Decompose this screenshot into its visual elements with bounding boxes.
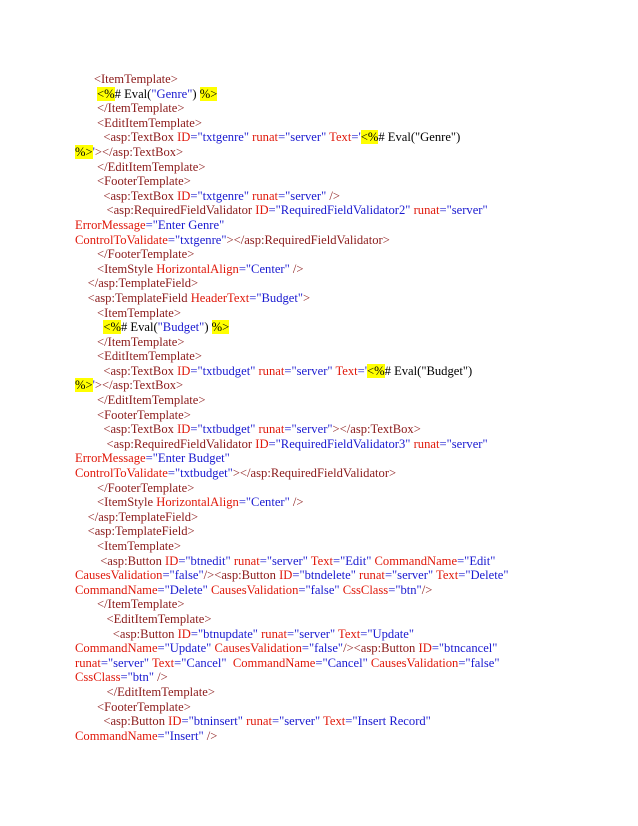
code-token: >: [303, 290, 311, 305]
code-token: runat: [230, 553, 260, 568]
code-token: ="Budget": [249, 290, 304, 305]
code-token: ="btndelete": [292, 568, 356, 583]
highlighted-server-tag: <%: [367, 363, 385, 378]
code-token: ="Insert": [157, 728, 204, 743]
code-line: [75, 291, 555, 306]
code-indent: [75, 597, 97, 611]
code-token: <asp:TemplateField>: [87, 524, 195, 539]
code-token: <asp:TextBox: [103, 130, 178, 145]
code-token: </EditItemTemplate>: [97, 159, 206, 174]
code-token: ></asp:TextBox>: [94, 378, 184, 393]
code-token: /><asp:Button: [343, 641, 419, 656]
code-token: ></asp:TextBox>: [332, 422, 421, 437]
code-line: [75, 174, 555, 189]
code-token: CausesValidation: [207, 582, 299, 597]
code-token: ): [204, 320, 212, 335]
code-token: </asp:TemplateField>: [87, 509, 199, 524]
code-token: Text: [332, 363, 358, 378]
highlighted-server-tag: %>: [75, 378, 93, 393]
code-token: CommandName: [226, 655, 316, 670]
code-token: runat: [249, 188, 279, 203]
code-indent: [75, 174, 97, 188]
code-token: ="btn": [120, 670, 154, 685]
code-token: ControlToValidate: [75, 232, 168, 247]
code-token: <EditItemTemplate>: [97, 115, 202, 130]
code-token: Text: [433, 568, 459, 583]
code-indent: [75, 495, 97, 509]
code-token: ="RequiredFieldValidator3": [268, 436, 411, 451]
code-token: HeaderText: [190, 290, 250, 305]
code-token: ></asp:TextBox>: [94, 144, 184, 159]
code-line: [75, 539, 555, 554]
code-indent: [75, 189, 103, 203]
code-line: [75, 685, 555, 700]
code-token: <ItemStyle: [97, 495, 157, 510]
code-token: CssClass: [339, 582, 389, 597]
code-token: <FooterTemplate>: [97, 699, 191, 714]
code-token: ="server": [439, 203, 488, 218]
code-indent: [75, 714, 103, 728]
code-line: [75, 422, 555, 437]
code-line: [75, 510, 555, 525]
code-indent: [75, 364, 103, 378]
code-token: </ItemTemplate>: [97, 101, 185, 116]
code-token: CausesValidation: [367, 655, 459, 670]
code-token: ID: [168, 714, 182, 729]
code-token: <asp:Button: [112, 626, 178, 641]
code-line: [75, 408, 555, 423]
code-token: <asp:RequiredFieldValidator: [106, 436, 256, 451]
code-token: <EditItemTemplate>: [106, 611, 212, 626]
code-line: [75, 466, 555, 481]
code-token: ="Enter Budget": [145, 451, 230, 466]
code-token: ></asp:RequiredFieldValidator>: [232, 466, 397, 481]
code-line: [75, 335, 555, 350]
code-token: /><asp:Button: [203, 568, 280, 583]
code-indent: [75, 422, 103, 436]
code-token: ="server": [284, 363, 333, 378]
code-token: ="Enter Genre": [145, 217, 225, 232]
code-indent: [75, 160, 97, 174]
highlighted-server-tag: %>: [211, 320, 230, 335]
code-line: [75, 349, 555, 364]
code-token: Text: [335, 626, 361, 641]
highlighted-server-tag: <%: [97, 86, 115, 101]
code-token: runat: [255, 422, 285, 437]
code-token: ="Cancel": [315, 655, 368, 670]
code-token: ="txtbudget": [190, 363, 256, 378]
code-indent: [75, 510, 88, 524]
code-token: "Budget": [157, 320, 205, 335]
code-token: ': [92, 378, 95, 393]
code-token: runat: [257, 626, 287, 641]
code-token: CommandName: [75, 728, 158, 743]
code-line: [75, 320, 555, 335]
highlighted-server-tag: <%: [103, 320, 121, 335]
code-line: [75, 597, 555, 612]
code-token: ="Insert Record": [345, 714, 431, 729]
code-token: </ItemTemplate>: [97, 597, 185, 612]
code-token: # Eval("Budget"): [384, 363, 473, 378]
code-token: ErrorMessage: [75, 451, 146, 466]
code-token: <asp:Button: [100, 553, 166, 568]
code-token: ="btninsert": [181, 714, 243, 729]
code-line: [75, 554, 555, 569]
code-line: [75, 393, 555, 408]
code-token: ="Delete": [157, 582, 208, 597]
code-indent: [75, 437, 106, 451]
code-token: <asp:TextBox: [103, 363, 178, 378]
code-line: [75, 568, 555, 583]
code-token: ="btn": [388, 582, 422, 597]
code-token: <asp:TextBox: [103, 422, 178, 437]
code-line: [75, 656, 555, 671]
highlighted-server-tag: <%: [360, 130, 379, 145]
code-token: ="txtgenre": [167, 232, 227, 247]
code-token: <ItemTemplate>: [97, 305, 182, 320]
code-token: =': [357, 363, 368, 378]
code-token: ="false": [298, 582, 340, 597]
code-token: ="Update": [157, 641, 212, 656]
code-token: runat: [75, 655, 101, 670]
code-line: [75, 495, 555, 510]
code-token: ="server": [271, 714, 321, 729]
code-token: />: [203, 728, 218, 743]
code-indent: [75, 524, 88, 538]
code-indent: [75, 72, 94, 86]
code-line: [75, 160, 555, 175]
code-token: ="server": [278, 130, 327, 145]
code-token: ="txtbudget": [167, 466, 233, 481]
highlighted-server-tag: %>: [75, 144, 93, 159]
code-token: ="server": [100, 655, 150, 670]
code-indent: [75, 685, 106, 699]
code-token: Text: [320, 714, 346, 729]
code-token: />: [421, 582, 433, 597]
code-token: ="Center": [238, 495, 290, 510]
code-token: <asp:RequiredFieldValidator: [106, 203, 256, 218]
code-token: # Eval(: [120, 320, 158, 335]
code-line: [75, 524, 555, 539]
code-token: ID: [177, 626, 191, 641]
code-token: runat: [410, 436, 440, 451]
code-token: Text: [149, 655, 175, 670]
code-token: # Eval("Genre"): [378, 130, 461, 145]
code-token: ="false": [458, 655, 500, 670]
code-indent: [75, 262, 97, 276]
code-line: [75, 641, 555, 656]
code-token: ="server": [284, 422, 333, 437]
code-token: HorizontalAlign: [156, 261, 239, 276]
code-token: runat: [355, 568, 385, 583]
code-token: <asp:TextBox: [103, 188, 178, 203]
code-token: />: [153, 670, 168, 685]
code-token: ="Edit": [333, 553, 372, 568]
code-token: />: [326, 188, 340, 203]
code-token: ID: [177, 188, 191, 203]
code-token: runat: [249, 130, 279, 145]
code-line: [75, 276, 555, 291]
code-indent: [75, 627, 113, 641]
code-token: ): [192, 86, 200, 101]
code-indent: [75, 408, 97, 422]
code-token: runat: [242, 714, 272, 729]
code-indent: [75, 612, 106, 626]
code-line: [75, 233, 555, 248]
code-indent: [75, 101, 97, 115]
code-token: ="Center": [238, 261, 290, 276]
code-line: [75, 451, 555, 466]
code-line: [75, 87, 555, 102]
code-token: ="Update": [360, 626, 415, 641]
code-token: runat: [410, 203, 440, 218]
highlighted-server-tag: %>: [199, 86, 218, 101]
code-line: [75, 218, 555, 233]
code-line: [75, 203, 555, 218]
code-token: # Eval(: [114, 86, 152, 101]
code-indent: [75, 130, 103, 144]
code-token: <asp:Button: [103, 714, 169, 729]
code-token: ="server": [278, 188, 327, 203]
code-token: <ItemTemplate>: [97, 539, 182, 553]
code-token: HorizontalAlign: [156, 495, 239, 510]
code-token: ="txtgenre": [190, 188, 250, 203]
code-line: [75, 583, 555, 598]
code-line: [75, 700, 555, 715]
code-token: ID: [418, 641, 432, 656]
code-token: ="server": [384, 568, 434, 583]
code-token: ControlToValidate: [75, 466, 168, 481]
code-indent: [75, 247, 97, 261]
code-token: "Genre": [151, 86, 193, 101]
code-line: [75, 72, 555, 87]
code-line: [75, 729, 555, 744]
code-line: [75, 378, 555, 393]
code-token: <ItemTemplate>: [93, 72, 178, 86]
code-token: ="server": [286, 626, 336, 641]
code-token: ID: [279, 568, 293, 583]
code-indent: [75, 116, 97, 130]
code-token: ="false": [301, 641, 344, 656]
code-token: ID: [177, 422, 191, 437]
code-indent: [75, 276, 88, 290]
code-indent: [75, 320, 103, 334]
code-line: [75, 101, 555, 116]
code-indent: [75, 700, 97, 714]
code-token: =': [351, 130, 361, 145]
code-token: ="btnedit": [178, 553, 231, 568]
code-token: ="Edit": [457, 553, 496, 568]
code-line: [75, 116, 555, 131]
code-token: ></asp:RequiredFieldValidator>: [226, 232, 390, 247]
code-line: [75, 189, 555, 204]
code-line: [75, 627, 555, 642]
code-token: ="txtgenre": [190, 130, 250, 145]
code-token: ErrorMessage: [75, 217, 146, 232]
code-line: [75, 306, 555, 321]
code-token: ="Cancel": [174, 655, 227, 670]
code-indent: [75, 87, 97, 101]
code-token: </FooterTemplate>: [97, 247, 195, 262]
code-token: </EditItemTemplate>: [106, 684, 215, 699]
code-token: </EditItemTemplate>: [97, 393, 206, 408]
code-token: ="btnupdate": [190, 626, 258, 641]
code-token: <FooterTemplate>: [97, 407, 191, 422]
code-token: ="false": [162, 568, 204, 583]
code-indent: [75, 349, 97, 363]
code-token: </ItemTemplate>: [97, 334, 185, 349]
code-token: />: [289, 261, 304, 276]
code-token: ID: [255, 436, 269, 451]
code-token: ="RequiredFieldValidator2": [268, 203, 411, 218]
code-line: [75, 130, 555, 145]
code-indent: [75, 539, 97, 553]
code-token: Text: [307, 553, 333, 568]
code-token: CssClass: [75, 670, 121, 685]
code-line: [75, 437, 555, 452]
code-listing: [75, 72, 555, 743]
code-token: ="btncancel": [431, 641, 498, 656]
code-token: ="Delete": [458, 568, 509, 583]
code-token: ID: [165, 553, 179, 568]
code-line: [75, 145, 555, 160]
code-line: [75, 364, 555, 379]
code-token: <ItemStyle: [97, 261, 157, 276]
code-token: CausesValidation: [75, 568, 163, 583]
code-indent: [75, 481, 97, 495]
code-line: [75, 670, 555, 685]
code-token: ID: [177, 363, 191, 378]
code-token: />: [289, 495, 304, 510]
code-token: <asp:TemplateField: [87, 290, 191, 305]
code-token: </asp:TemplateField>: [87, 276, 199, 291]
code-token: ="server": [259, 553, 308, 568]
code-token: CausesValidation: [211, 641, 302, 656]
code-token: ': [92, 144, 95, 159]
code-line: [75, 714, 555, 729]
code-token: ID: [177, 130, 191, 145]
code-indent: [75, 291, 88, 305]
code-token: runat: [255, 363, 285, 378]
code-indent: [75, 203, 106, 217]
code-token: ="server": [439, 436, 488, 451]
code-token: CommandName: [75, 641, 158, 656]
code-token: Text: [326, 130, 352, 145]
code-indent: [75, 393, 97, 407]
code-token: ID: [255, 203, 269, 218]
code-indent: [75, 335, 97, 349]
code-token: CommandName: [371, 553, 458, 568]
code-token: CommandName: [75, 582, 158, 597]
code-line: [75, 612, 555, 627]
code-indent: [75, 554, 100, 568]
code-indent: [75, 306, 97, 320]
code-token: </FooterTemplate>: [97, 480, 195, 495]
code-line: [75, 481, 555, 496]
code-line: [75, 262, 555, 277]
code-token: <EditItemTemplate>: [97, 349, 202, 364]
code-token: ="txtbudget": [190, 422, 256, 437]
code-token: <FooterTemplate>: [97, 174, 191, 189]
code-line: [75, 247, 555, 262]
